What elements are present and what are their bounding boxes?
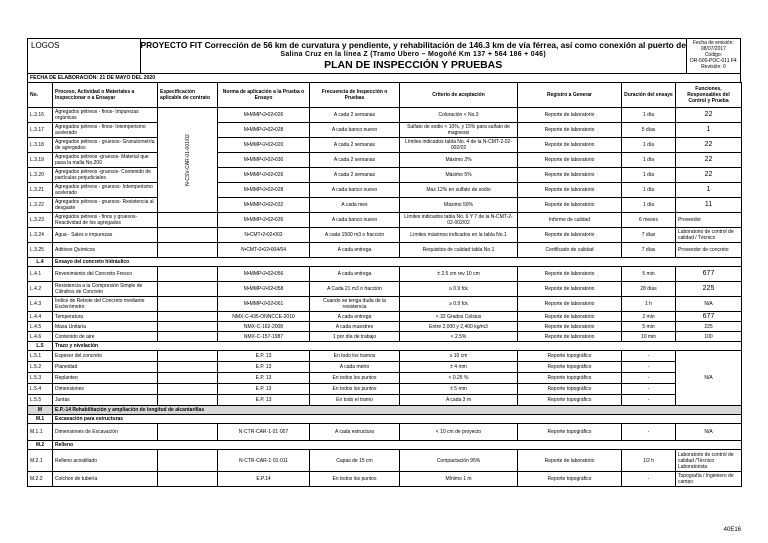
- row-norma: M•MMP•2•02•020: [218, 138, 310, 153]
- row-criterion: Límites máximos indicados en la tabla No.1: [400, 228, 518, 243]
- row-frequency: A cada 2 semanas: [310, 108, 400, 123]
- row-criterion: ± 5 mm: [400, 384, 518, 395]
- table-row: [28, 198, 742, 213]
- table-row: [28, 138, 742, 153]
- row-norma: N·CTR·CAR·1·01·011: [218, 450, 310, 472]
- row-responsible: 22: [676, 138, 742, 153]
- row-number: L.5.4: [28, 384, 53, 395]
- row-frequency: A cada entrega: [310, 243, 400, 258]
- row-criterion: < 0.25 %: [400, 373, 518, 384]
- row-spec: [158, 332, 218, 342]
- row-duration: 1 día: [622, 198, 676, 213]
- revision: Revisión: 0: [701, 64, 726, 70]
- row-norma: M•MMP•2•02•058: [218, 282, 310, 297]
- row-record: Reporte topográfico: [518, 424, 622, 441]
- elaboration-date: FECHA DE ELABORACIÓN: 21 DE MAYO DEL 2020: [27, 74, 741, 82]
- row-process: Agregados pétreos -gruesos- Material que pasa la malla No.200: [53, 153, 158, 168]
- col-especificacion: Especificación aplicable de contrato: [158, 83, 218, 108]
- row-criterion: A cada 3 m: [400, 395, 518, 406]
- section-title: Ensayo del concreto hidráulico: [53, 258, 742, 267]
- issue-date: 08/07/2017: [700, 46, 726, 52]
- row-responsible: 225: [676, 322, 742, 332]
- row-norma: N•CMT•2•02•003: [218, 228, 310, 243]
- row-record: Reporte de laboratorio: [518, 198, 622, 213]
- row-record: Reporte de laboratorio: [518, 228, 622, 243]
- row-record: Reporte de laboratorio: [518, 183, 622, 198]
- row-number: L.3.20: [28, 168, 53, 183]
- row-process: Agua - Sales e impurezas: [53, 228, 158, 243]
- row-criterion: < 10 cm de proyecto: [400, 424, 518, 441]
- row-frequency: A cada banco nuevo: [310, 213, 400, 228]
- row-norma: M•MMP•2•02•035: [218, 213, 310, 228]
- row-responsible: 22: [676, 168, 742, 183]
- row-process: Masa Unitaria: [53, 322, 158, 332]
- row-process: Espesor del concreto: [53, 351, 158, 362]
- row-responsible: 225: [676, 282, 742, 297]
- row-norma: M•MMP•2•02•028: [218, 183, 310, 198]
- row-criterion: Límites indicados tabla No. 4 de la N-CMT-2-02-002/02: [400, 138, 518, 153]
- section-number: L.5: [28, 342, 53, 351]
- col-proceso: Proceso, Actividad o Materiales a Inspeccionar o a Ensayar: [53, 83, 158, 108]
- row-frequency: Capas de 15 cm: [310, 450, 400, 472]
- col-criterio: Criterio de aceptación: [400, 83, 518, 108]
- row-process: Agregados pétreos - finos y gruesos- Reactividad de los agregados: [53, 213, 158, 228]
- table-row: [28, 406, 742, 415]
- row-record: Reporte topográfico: [518, 472, 622, 487]
- row-norma: E.P.14: [218, 472, 310, 487]
- row-duration: 5 min: [622, 322, 676, 332]
- row-duration: 6 meses: [622, 213, 676, 228]
- table-row: [28, 362, 742, 373]
- row-duration: 10 min: [622, 332, 676, 342]
- inspection-table: [27, 82, 742, 487]
- row-spec: [158, 362, 218, 373]
- table-row: [28, 424, 742, 441]
- code-label: Código:: [704, 52, 723, 58]
- row-responsible: Laboratorio de control de calidad /Técnico Laboratorista: [676, 450, 742, 472]
- row-criterion: Requisitos de calidad tabla No.1: [400, 243, 518, 258]
- row-process: Agregados pétreos - gruesos- Granulometría de agregados: [53, 138, 158, 153]
- row-duration: -: [622, 472, 676, 487]
- row-spec: [158, 243, 218, 258]
- row-duration: 7 días: [622, 228, 676, 243]
- row-frequency: En todos los puntos: [310, 384, 400, 395]
- project-subtitle: Salina Cruz en la línea Z (Tramo Ubero – Mogoñé Km 137 + 564 186 + 046): [280, 51, 546, 58]
- row-number: L.3.17: [28, 123, 53, 138]
- row-number: L.3.18: [28, 138, 53, 153]
- row-record: Reporte topográfico: [518, 384, 622, 395]
- row-spec: [158, 351, 218, 362]
- row-duration: 1/2 h: [622, 450, 676, 472]
- table-row: [28, 373, 742, 384]
- table-row: [28, 282, 742, 297]
- row-record: Reporte topográfico: [518, 395, 622, 406]
- row-number: L.3.19: [28, 153, 53, 168]
- row-norma: E.P. 13: [218, 395, 310, 406]
- row-record: Reporte de laboratorio: [518, 450, 622, 472]
- col-funciones: Funciones, Responsables del Control y Prueba: [676, 83, 742, 108]
- row-process: Revenimiento del Concreto Fresco: [53, 267, 158, 282]
- spec-vertical-text: N-CSV-CAR-01-001/02: [184, 134, 191, 186]
- table-row: [28, 332, 742, 342]
- row-number: L.4.1: [28, 267, 53, 282]
- row-duration: -: [622, 395, 676, 406]
- row-duration: -: [622, 384, 676, 395]
- logos-box: LOGOS: [28, 39, 141, 73]
- row-frequency: En todo los tramos: [310, 351, 400, 362]
- table-row: [28, 450, 742, 472]
- row-process: Índice de Rebote del Concreto mediante Esclerómetro: [53, 297, 158, 312]
- row-norma: M•MMP•2•02•056: [218, 267, 310, 282]
- row-record: Reporte de laboratorio: [518, 312, 622, 322]
- table-row: [28, 183, 742, 198]
- row-responsible: Laboratorio de control de calidad / Técnico: [676, 228, 742, 243]
- row-criterion: Límites indicados tabla No. 6 Y 7 de la N-CMT-2-02-002/02: [400, 213, 518, 228]
- row-spec: [158, 424, 218, 441]
- row-responsible: 11: [676, 198, 742, 213]
- row-duration: 28 días: [622, 282, 676, 297]
- row-process: Agregados pétreos - gruesos- Resistencia al desgaste: [53, 198, 158, 213]
- row-responsible: N/A: [676, 351, 742, 406]
- row-norma: M•MMP•2•02•026: [218, 168, 310, 183]
- row-duration: 7 días: [622, 243, 676, 258]
- row-norma: E.P. 13: [218, 373, 310, 384]
- row-frequency: En todo el tramo: [310, 395, 400, 406]
- row-record: Reporte de laboratorio: [518, 108, 622, 123]
- row-norma: E.P. 13: [218, 362, 310, 373]
- page-number: 40E16: [723, 527, 741, 533]
- table-row: [28, 342, 742, 351]
- table-row: [28, 415, 742, 424]
- row-criterion: Coloración < No.3: [400, 108, 518, 123]
- row-number: L.4.2: [28, 282, 53, 297]
- row-process: Agregados pétreos -gruesos- Contenido de partículas perjudiciales: [53, 168, 158, 183]
- document-header: [27, 38, 741, 74]
- table-header-row: [28, 83, 742, 108]
- row-duration: 5 min: [622, 267, 676, 282]
- table-row: [28, 441, 742, 450]
- row-record: Reporte de laboratorio: [518, 138, 622, 153]
- row-duration: 1 día: [622, 138, 676, 153]
- row-record: Reporte de laboratorio: [518, 297, 622, 312]
- row-duration: 1 h: [622, 297, 676, 312]
- row-criterion: Compactación 95%: [400, 450, 518, 472]
- issue-label: Fecha de emisión:: [693, 40, 734, 46]
- row-responsible: Topografía / Ingeniero de campo: [676, 472, 742, 487]
- row-record: Reporte de laboratorio: [518, 267, 622, 282]
- row-norma: NMX-C-435-ONNCCE-2010: [218, 312, 310, 322]
- row-frequency: 1 por día de trabajo: [310, 332, 400, 342]
- row-number: L.3.21: [28, 183, 53, 198]
- row-number: L.5.3: [28, 373, 53, 384]
- row-record: Reporte de laboratorio: [518, 153, 622, 168]
- section-title: Trazo y nivelación: [53, 342, 742, 351]
- row-duration: 5 días: [622, 123, 676, 138]
- row-frequency: A cada metro: [310, 362, 400, 373]
- row-record: Reporte de laboratorio: [518, 282, 622, 297]
- row-number: L.5.2: [28, 362, 53, 373]
- row-spec: [158, 282, 218, 297]
- table-row: [28, 312, 742, 322]
- row-process: Relleno acostillado: [53, 450, 158, 472]
- row-frequency: A cada 2 semanas: [310, 168, 400, 183]
- row-number: L.4.5: [28, 322, 53, 332]
- row-duration: 1 día: [622, 153, 676, 168]
- row-process: Dimensiones de Excavación: [53, 424, 158, 441]
- row-frequency: A cada entrega: [310, 312, 400, 322]
- row-process: Resistencia a la Compresión Simple de Cilindros de Concreto: [53, 282, 158, 297]
- row-process: Planeidad: [53, 362, 158, 373]
- row-criterion: Entre 2,000 y 2,400 kg/m3: [400, 322, 518, 332]
- row-process: Replanteo: [53, 373, 158, 384]
- row-criterion: Max 12% en sulfato de sodio: [400, 183, 518, 198]
- row-responsible: 1: [676, 183, 742, 198]
- section-number: M.2: [28, 441, 53, 450]
- row-criterion: ± 2.5 cm rev 10 cm: [400, 267, 518, 282]
- row-duration: 1 día: [622, 183, 676, 198]
- table-row: [28, 243, 742, 258]
- row-record: Reporte de laboratorio: [518, 168, 622, 183]
- table-row: [28, 213, 742, 228]
- row-spec: [158, 322, 218, 332]
- section-number: M.1: [28, 415, 53, 424]
- row-norma: E.P. 13: [218, 351, 310, 362]
- row-number: L.3.16: [28, 108, 53, 123]
- row-norma: N·CTR·CAR·1·01·007: [218, 424, 310, 441]
- row-duration: 1 día: [622, 168, 676, 183]
- col-norma: Norma de aplicación a la Prueba o Ensayo: [218, 83, 310, 108]
- row-criterion: ≥ 0.9 fck: [400, 297, 518, 312]
- row-responsible: Proveedor de concreto: [676, 243, 742, 258]
- row-duration: 2 min: [622, 312, 676, 322]
- row-criterion: ± 4 mm: [400, 362, 518, 373]
- document-page: [27, 38, 741, 487]
- row-process: Agregados pétreos - finos- Impurezas orgánicas: [53, 108, 158, 123]
- row-responsible: 22: [676, 108, 742, 123]
- row-number: M.2.1: [28, 450, 53, 472]
- row-process: Juntas: [53, 395, 158, 406]
- row-duration: -: [622, 362, 676, 373]
- table-row: [28, 108, 742, 123]
- row-number: L.3.22: [28, 198, 53, 213]
- table-row: [28, 297, 742, 312]
- row-spec: [158, 450, 218, 472]
- table-row: [28, 267, 742, 282]
- row-responsible: 677: [676, 267, 742, 282]
- row-number: L.5.1: [28, 351, 53, 362]
- table-row: [28, 395, 742, 406]
- row-criterion: < 32 Grados Celsius: [400, 312, 518, 322]
- row-frequency: A cada 2 semanas: [310, 138, 400, 153]
- row-criterion: Máximo 2%: [400, 153, 518, 168]
- row-responsible: 677: [676, 312, 742, 322]
- row-record: Informe de calidad: [518, 213, 622, 228]
- row-criterion: Máximo 5%: [400, 168, 518, 183]
- row-frequency: A cada banco nuevo: [310, 123, 400, 138]
- row-number: M.1.1: [28, 424, 53, 441]
- row-process: Contenido de aire: [53, 332, 158, 342]
- row-responsible: 1: [676, 123, 742, 138]
- row-responsible: N/A: [676, 424, 742, 441]
- row-number: L.4.6: [28, 332, 53, 342]
- row-spec: [158, 373, 218, 384]
- row-number: M.2.2: [28, 472, 53, 487]
- document-code: DR-500-POC-011 F4: [690, 58, 737, 64]
- col-no: No.: [28, 83, 53, 108]
- project-title: PROYECTO FIT Corrección de 56 km de curvatura y pendiente, y rehabilitación de 146.3 km de vía férrea, así como conexión al puerto de: [140, 40, 686, 50]
- row-norma: M•MMP•2•02•028: [218, 123, 310, 138]
- row-norma: NMX-C-162-2008: [218, 322, 310, 332]
- row-frequency: En todos los puntos: [310, 373, 400, 384]
- row-responsible: 100: [676, 332, 742, 342]
- row-norma: E.P. 13: [218, 384, 310, 395]
- col-duracion: Duración del ensaye: [622, 83, 676, 108]
- row-responsible: N/A: [676, 297, 742, 312]
- row-process: Agregados pétreos - gruesos- Intemperismo acelerado: [53, 183, 158, 198]
- row-duration: -: [622, 351, 676, 362]
- row-record: Reporte topográfico: [518, 362, 622, 373]
- row-number: L.5.5: [28, 395, 53, 406]
- section-title: Excavación para estructuras: [53, 415, 742, 424]
- row-frequency: A cada estructura: [310, 424, 400, 441]
- row-number: L.3.25: [28, 243, 53, 258]
- row-criterion: Máximo 50%: [400, 198, 518, 213]
- section-number: L.4: [28, 258, 53, 267]
- row-spec: [158, 312, 218, 322]
- section-title: E.P.-14 Rehabilitación y ampliación de longitud de alcantarillas: [53, 406, 742, 415]
- row-responsible: 22: [676, 153, 742, 168]
- row-criterion: ≥ 10 cm: [400, 351, 518, 362]
- table-row: [28, 472, 742, 487]
- row-spec: [158, 395, 218, 406]
- table-row: [28, 123, 742, 138]
- row-number: L.3.24: [28, 228, 53, 243]
- row-duration: 1 día: [622, 108, 676, 123]
- col-registro: Registro a Generar: [518, 83, 622, 108]
- table-row: [28, 351, 742, 362]
- document-control-box: [687, 39, 740, 73]
- row-frequency: A cada entrega: [310, 267, 400, 282]
- table-row: [28, 168, 742, 183]
- table-row: [28, 322, 742, 332]
- row-record: Reporte topográfico: [518, 351, 622, 362]
- document-title: PLAN DE INSPECCIÓN Y PRUEBAS: [324, 59, 503, 71]
- row-frequency: Cuando se tenga duda de la resistencia: [310, 297, 400, 312]
- row-criterion: < 2.5%: [400, 332, 518, 342]
- row-criterion: Mínimo 1 m: [400, 472, 518, 487]
- table-row: [28, 258, 742, 267]
- row-norma: NMX-C-157-1987: [218, 332, 310, 342]
- row-record: Reporte de laboratorio: [518, 123, 622, 138]
- row-duration: -: [622, 424, 676, 441]
- row-criterion: ≥ 0.9 fck: [400, 282, 518, 297]
- row-process: Temperatura: [53, 312, 158, 322]
- row-criterion: Sulfato de sodio < 10%, y 15% para sulfato de magnesio: [400, 123, 518, 138]
- table-row: [28, 384, 742, 395]
- section-title: Relleno: [53, 441, 742, 450]
- row-duration: -: [622, 373, 676, 384]
- row-number: L.4.4: [28, 312, 53, 322]
- row-spec: [158, 297, 218, 312]
- row-record: Reporte de laboratorio: [518, 322, 622, 332]
- spec-vertical: [158, 108, 218, 213]
- table-row: [28, 228, 742, 243]
- row-frequency: A cada 2 semanas: [310, 153, 400, 168]
- row-spec: [158, 228, 218, 243]
- col-frecuencia: Frecuencia de Inspección o Pruebas: [310, 83, 400, 108]
- row-process: Dimensiones: [53, 384, 158, 395]
- row-record: Reporte topográfico: [518, 373, 622, 384]
- title-block: [141, 39, 687, 73]
- row-frequency: A Cada 21 m3 ó fracción: [310, 282, 400, 297]
- row-record: Certificado de calidad: [518, 243, 622, 258]
- table-row: [28, 153, 742, 168]
- row-number: L.4.3: [28, 297, 53, 312]
- row-responsible: Proveedor: [676, 213, 742, 228]
- row-spec: [158, 213, 218, 228]
- row-spec: [158, 267, 218, 282]
- row-norma: M•MMP•2•02•026: [218, 108, 310, 123]
- row-norma: M•MMP•2•02•032: [218, 198, 310, 213]
- row-number: L.3.23: [28, 213, 53, 228]
- row-process: Aditivos Químicos: [53, 243, 158, 258]
- row-spec: [158, 472, 218, 487]
- row-norma: M•MMP•2•02•061: [218, 297, 310, 312]
- row-frequency: A cada 1500 m3 o fracción: [310, 228, 400, 243]
- row-process: Agregados pétreos - finos- Intemperismo acelerado: [53, 123, 158, 138]
- row-frequency: En todos los puntos: [310, 472, 400, 487]
- row-frequency: A cada muestreo: [310, 322, 400, 332]
- row-norma: M•MMP•2•02•030: [218, 153, 310, 168]
- row-frequency: A cada banco nuevo: [310, 183, 400, 198]
- row-norma: N•CMT•2•02•004/04: [218, 243, 310, 258]
- row-record: Reporte de laboratorio: [518, 332, 622, 342]
- row-process: Colchon de tubería: [53, 472, 158, 487]
- row-frequency: A cada mes: [310, 198, 400, 213]
- row-spec: [158, 384, 218, 395]
- section-number: M: [28, 406, 53, 415]
